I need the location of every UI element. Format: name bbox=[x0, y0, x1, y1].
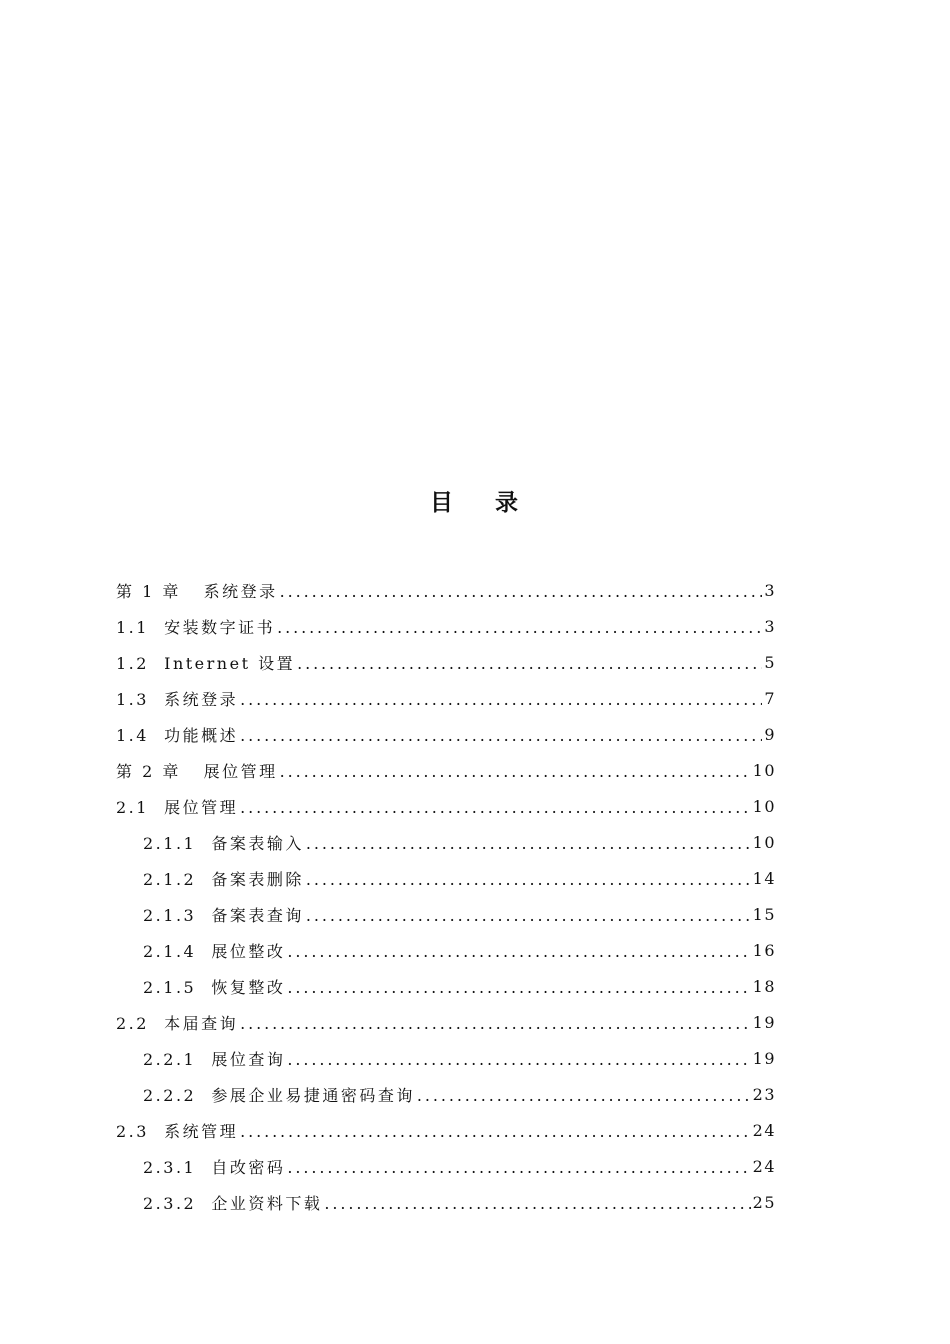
toc-entry-page: 5 bbox=[764, 652, 776, 672]
toc-list bbox=[116, 572, 776, 1220]
toc-leader-dots bbox=[277, 618, 762, 637]
toc-entry-label: 2.1.5 恢复整改 bbox=[143, 977, 286, 997]
toc-entry-label: 1.2 Internet 设置 bbox=[116, 653, 296, 673]
toc-leader-dots bbox=[306, 834, 751, 853]
toc-entry-label: 2.1.1 备案表输入 bbox=[143, 833, 304, 853]
toc-leader-dots bbox=[280, 582, 763, 601]
toc-entry-page: 23 bbox=[752, 1084, 776, 1104]
toc-title: 目 录 bbox=[429, 490, 521, 516]
toc-entry[interactable] bbox=[116, 968, 776, 1004]
toc-leader-dots bbox=[240, 798, 751, 817]
toc-leader-dots bbox=[306, 906, 751, 925]
toc-entry-page: 7 bbox=[764, 688, 776, 708]
toc-entry[interactable] bbox=[116, 680, 776, 716]
toc-entry-page: 3 bbox=[764, 580, 776, 600]
toc-entry[interactable] bbox=[116, 1004, 776, 1040]
toc-leader-dots bbox=[240, 1014, 751, 1033]
toc-leader-dots bbox=[287, 978, 750, 997]
toc-leader-dots bbox=[240, 690, 762, 709]
toc-entry[interactable] bbox=[116, 788, 776, 824]
toc-leader-dots bbox=[280, 762, 751, 781]
toc-entry[interactable] bbox=[116, 644, 776, 680]
toc-entry[interactable] bbox=[116, 1112, 776, 1148]
toc-entry-page: 14 bbox=[752, 868, 776, 888]
toc-entry-page: 9 bbox=[764, 724, 776, 744]
toc-entry-label: 第 2 章 展位管理 bbox=[116, 761, 278, 781]
toc-entry-page: 24 bbox=[752, 1120, 776, 1140]
toc-entry[interactable] bbox=[116, 932, 776, 968]
toc-entry-label: 第 1 章 系统登录 bbox=[116, 581, 278, 601]
toc-leader-dots bbox=[287, 942, 750, 961]
toc-entry-label: 2.3.2 企业资料下载 bbox=[143, 1193, 323, 1213]
toc-leader-dots bbox=[417, 1086, 751, 1105]
toc-entry-page: 16 bbox=[752, 940, 776, 960]
toc-entry-label: 1.4 功能概述 bbox=[116, 725, 239, 745]
toc-entry[interactable] bbox=[116, 1040, 776, 1076]
toc-leader-dots bbox=[240, 726, 762, 745]
toc-entry-page: 19 bbox=[752, 1048, 776, 1068]
toc-entry-page: 25 bbox=[752, 1192, 776, 1212]
toc-entry-label: 2.1.3 备案表查询 bbox=[143, 905, 304, 925]
toc-entry[interactable] bbox=[116, 572, 776, 608]
toc-entry-label: 2.3 系统管理 bbox=[116, 1121, 239, 1141]
toc-entry-page: 19 bbox=[752, 1012, 776, 1032]
toc-entry-page: 18 bbox=[752, 976, 776, 996]
toc-entry[interactable] bbox=[116, 824, 776, 860]
toc-leader-dots bbox=[240, 1122, 751, 1141]
toc-entry-label: 2.2.1 展位查询 bbox=[143, 1049, 286, 1069]
toc-leader-dots bbox=[324, 1194, 750, 1213]
toc-entry[interactable] bbox=[116, 896, 776, 932]
toc-entry-page: 10 bbox=[752, 832, 776, 852]
toc-entry-label: 2.2.2 参展企业易捷通密码查询 bbox=[143, 1085, 415, 1105]
toc-entry[interactable] bbox=[116, 752, 776, 788]
toc-entry-label: 1.1 安装数字证书 bbox=[116, 617, 276, 637]
toc-entry-page: 3 bbox=[764, 616, 776, 636]
toc-entry-page: 15 bbox=[752, 904, 776, 924]
toc-entry-label: 2.1.4 展位整改 bbox=[143, 941, 286, 961]
toc-entry-label: 2.3.1 自改密码 bbox=[143, 1157, 286, 1177]
toc-entry-label: 2.1.2 备案表删除 bbox=[143, 869, 304, 889]
toc-entry-label: 2.1 展位管理 bbox=[116, 797, 239, 817]
toc-leader-dots bbox=[287, 1050, 750, 1069]
toc-leader-dots bbox=[297, 654, 762, 673]
toc-entry-page: 10 bbox=[752, 796, 776, 816]
toc-entry[interactable] bbox=[116, 860, 776, 896]
toc-entry-label: 2.2 本届查询 bbox=[116, 1013, 239, 1033]
toc-entry-label: 1.3 系统登录 bbox=[116, 689, 239, 709]
toc-entry[interactable] bbox=[116, 1148, 776, 1184]
toc-entry-page: 24 bbox=[752, 1156, 776, 1176]
toc-leader-dots bbox=[306, 870, 751, 889]
toc-entry-page: 10 bbox=[752, 760, 776, 780]
toc-entry[interactable] bbox=[116, 1076, 776, 1112]
toc-entry[interactable] bbox=[116, 608, 776, 644]
toc-entry[interactable] bbox=[116, 716, 776, 752]
toc-entry[interactable] bbox=[116, 1184, 776, 1220]
toc-leader-dots bbox=[287, 1158, 750, 1177]
